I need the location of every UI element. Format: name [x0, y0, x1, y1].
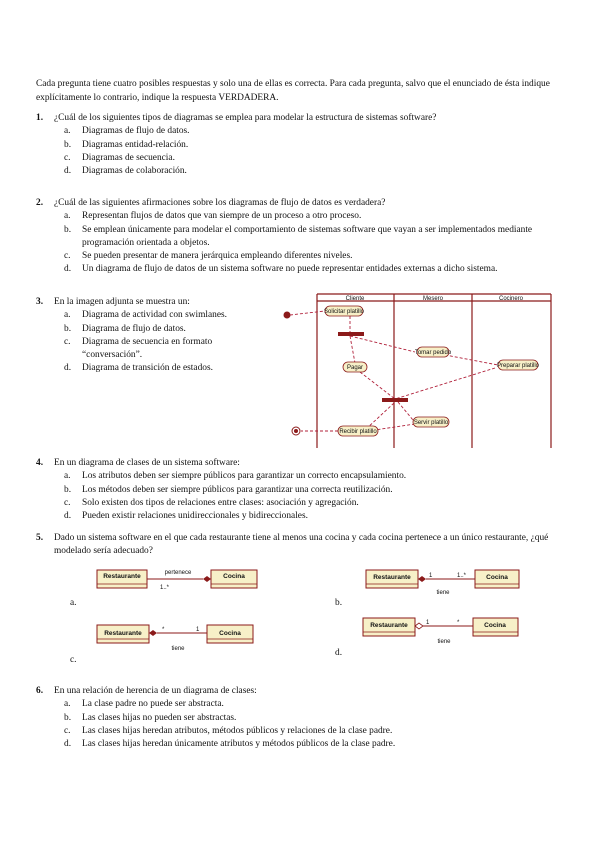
option-b[interactable] — [36, 712, 566, 725]
option-b[interactable] — [36, 484, 566, 497]
composition-diamond — [418, 576, 426, 582]
option-b[interactable]: b. — [335, 598, 343, 608]
options-list — [36, 470, 566, 523]
option-text: Se pueden presentar de manera jerárquica empleando diferentes niveles. — [82, 251, 353, 262]
option-letter: a. — [64, 211, 71, 222]
class-name: Restaurante — [373, 574, 411, 581]
option-text: Los métodos deben ser siempre públicos para garantizar una correcta reutilización. — [82, 484, 393, 495]
option-d[interactable] — [36, 738, 566, 751]
class-name: Cocina — [484, 622, 506, 629]
option-text: Diagrama de actividad con swimlanes. — [82, 310, 228, 321]
class-diagram-d[interactable] — [362, 615, 520, 649]
option-text: Pueden existir relaciones unidireccionales y bidireccionales. — [82, 511, 308, 522]
question-3 — [36, 296, 266, 375]
question-text: ¿Cuál de las siguientes afirmaciones sobre los diagramas de flujo de datos es verdadera? — [54, 198, 386, 208]
question-number: 1. — [36, 113, 44, 123]
class-name: Restaurante — [103, 573, 141, 580]
option-d[interactable] — [36, 510, 566, 523]
option-letter: c. — [64, 336, 71, 347]
option-letter: a. — [64, 471, 71, 482]
option-letter: b. — [64, 323, 72, 334]
option-letter: a. — [64, 699, 71, 710]
association-label: pertenece — [164, 570, 192, 576]
option-a[interactable] — [36, 698, 566, 711]
options-list — [36, 210, 566, 276]
option-letter: b. — [64, 224, 72, 235]
option-text: Las clases hijas heredan atributos, métodos públicos y relaciones de la clase padre. — [82, 725, 393, 736]
node-label: Pagar — [346, 365, 364, 371]
option-a[interactable] — [36, 125, 566, 138]
option-a[interactable] — [36, 470, 566, 483]
option-letter: b. — [64, 139, 72, 150]
option-text: Las clases hijas heredan únicamente atributos y métodos públicos de la clase padre. — [82, 739, 396, 750]
question-number: 5. — [36, 533, 44, 543]
fork-bar — [338, 332, 364, 336]
option-letter: c. — [64, 251, 71, 262]
class-name: Cocina — [223, 573, 245, 580]
class-diagram-a[interactable] — [96, 565, 260, 599]
option-b[interactable] — [36, 224, 566, 250]
question-1 — [36, 112, 566, 178]
node-label: Tomar pedido — [414, 350, 452, 356]
final-node-core — [294, 429, 298, 433]
option-text: Diagrama de flujo de datos. — [82, 323, 186, 334]
option-text: Diagramas entidad-relación. — [82, 139, 189, 150]
option-letter: d. — [64, 264, 72, 275]
instructions-paragraph: Cada pregunta tiene cuatro posibles respuestas y solo una de ellas es correcta. Para cada pregunta, salvo que el enunciado de ésta indique explícitamente lo contrario, indique la respuesta VERDADERA. — [36, 79, 550, 103]
join-bar — [382, 398, 408, 402]
question-text: En la imagen adjunta se muestra un: — [54, 297, 190, 307]
option-letter: a. — [64, 126, 71, 137]
class-name: Cocina — [219, 630, 241, 637]
options-list — [36, 125, 566, 178]
node-label: Recibir platillo — [339, 429, 377, 435]
option-text: Diagramas de colaboración. — [82, 166, 187, 177]
option-letter: c. — [64, 725, 71, 736]
option-letter: d. — [64, 166, 72, 177]
option-d[interactable] — [36, 165, 566, 178]
option-text: Diagrama de secuencia en formato “conversación”. — [82, 336, 213, 361]
question-text: Dado un sistema software en el que cada restaurante tiene al menos una cocina y cada cocina pertenece a un único restaurante, ¿qué modelado sería adecuado? — [54, 533, 549, 557]
aggregation-diamond — [415, 623, 423, 629]
option-c[interactable]: c. — [70, 655, 77, 665]
option-text: Diagramas de flujo de datos. — [82, 126, 190, 137]
option-letter: a. — [64, 310, 71, 321]
question-number: 4. — [36, 458, 44, 468]
option-letter: d. — [64, 739, 72, 750]
question-number: 3. — [36, 297, 44, 307]
question-text: En un diagrama de clases de un sistema software: — [54, 458, 240, 468]
class-diagram-b[interactable] — [365, 565, 521, 599]
option-letter: c. — [64, 152, 71, 163]
option-a[interactable] — [36, 210, 566, 223]
node-label: Servir platillo — [413, 420, 449, 426]
multiplicity: 1 — [196, 627, 200, 633]
option-a[interactable]: a. — [70, 598, 77, 608]
question-5 — [36, 532, 566, 559]
class-diagram-c[interactable] — [96, 622, 260, 656]
composition-diamond — [203, 576, 211, 582]
class-name: Restaurante — [104, 630, 142, 637]
option-text: Las clases hijas no pueden ser abstractas. — [82, 712, 237, 723]
multiplicity: 1 — [429, 573, 433, 579]
question-number: 6. — [36, 686, 44, 696]
option-c[interactable] — [36, 725, 566, 738]
multiplicity: 1 — [426, 620, 430, 626]
activity-diagram — [280, 290, 552, 452]
lane-cocinero: Cocinero — [498, 296, 524, 302]
node-label: Solicitar platillo — [323, 309, 365, 315]
option-letter: c. — [64, 497, 71, 508]
option-text: La clase padre no puede ser abstracta. — [82, 699, 224, 710]
option-text: Un diagrama de flujo de datos de un sistema software no puede representar entidades externas a dicho sistema. — [82, 264, 498, 275]
initial-node — [284, 312, 291, 319]
lane-cliente: Cliente — [345, 296, 365, 302]
option-text: Los atributos deben ser siempre públicos para garantizar un correcto encapsulamiento. — [82, 471, 407, 482]
option-c[interactable] — [36, 497, 566, 510]
option-c[interactable] — [36, 336, 266, 362]
question-4 — [36, 457, 566, 523]
class-name: Cocina — [486, 574, 508, 581]
option-text: Solo existen dos tipos de relaciones entre clases: asociación y agregación. — [82, 497, 359, 508]
multiplicity: * — [162, 627, 165, 633]
class-name: Restaurante — [370, 622, 408, 629]
options-list — [36, 309, 266, 375]
multiplicity: 1..* — [457, 573, 467, 579]
option-text: Diagrama de transición de estados. — [82, 363, 213, 374]
options-list — [36, 698, 566, 751]
node-label: Preparar platillo — [496, 363, 540, 369]
lane-mesero: Mesero — [422, 296, 444, 302]
multiplicity: * — [457, 620, 460, 626]
option-text: Diagramas de secuencia. — [82, 152, 175, 163]
association-label: tiene — [171, 646, 185, 652]
option-d[interactable]: d. — [335, 648, 343, 658]
option-d[interactable] — [36, 362, 266, 375]
option-text: Se emplean únicamente para modelar el comportamiento de sistemas software que vayan a ser implementados mediante programación orientada a objetos. — [82, 224, 533, 248]
option-text: Representan flujos de datos que van siempre de un proceso a otro proceso. — [82, 211, 362, 222]
question-number: 2. — [36, 198, 44, 208]
option-letter: b. — [64, 484, 72, 495]
question-6 — [36, 685, 566, 751]
option-c[interactable] — [36, 250, 566, 263]
multiplicity: 1..* — [160, 585, 170, 591]
option-b[interactable] — [36, 139, 566, 152]
option-letter: d. — [64, 363, 72, 374]
association-label: tiene — [437, 639, 451, 645]
question-2 — [36, 197, 566, 276]
option-b[interactable] — [36, 323, 266, 336]
option-d[interactable] — [36, 263, 566, 276]
association-label: tiene — [436, 590, 450, 596]
option-c[interactable] — [36, 152, 566, 165]
option-letter: d. — [64, 511, 72, 522]
question-text: En una relación de herencia de un diagrama de clases: — [54, 686, 257, 696]
option-a[interactable] — [36, 309, 266, 322]
option-letter: b. — [64, 712, 72, 723]
question-text: ¿Cuál de los siguientes tipos de diagramas se emplea para modelar la estructura de sistemas software? — [54, 113, 437, 123]
composition-diamond — [149, 630, 157, 636]
